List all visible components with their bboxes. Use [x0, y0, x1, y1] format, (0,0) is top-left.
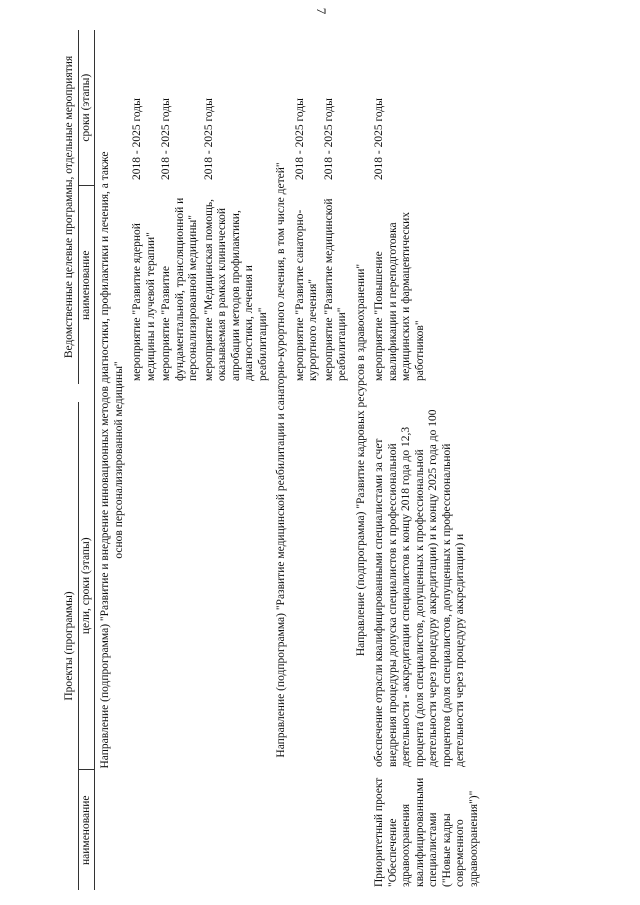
table-row [322, 30, 351, 890]
direction-heading-3: Направление (подпрограмма) "Развитие кадровых ресурсов в здравоохранении" [354, 263, 367, 657]
header-departmental: Ведомственные целевые программы, отдельные мероприятия [62, 30, 78, 384]
table-row [202, 30, 272, 890]
header-name-2: наименование [78, 186, 95, 384]
table-row [293, 30, 322, 890]
measure-name: мероприятие "Развитие ядерной медицины и лучевой терапии" [131, 223, 157, 381]
direction-heading-1: Направление (подпрограмма) "Развитие и внедрение инновационных методов диагностики, профилактики и лечения, а также основ персонализированной медицины" [99, 151, 125, 769]
measure-name: мероприятие "Повышение квалификации и переподготовка медицинских и фармацевтических работников" [373, 212, 426, 381]
header-goals-terms: цели, сроки (этапы) [78, 402, 95, 770]
project-name: Приоритетный проект "Обеспечение здравоохранения квалифицированными специалистами ("Новые кадры современного здравоохранения")" [373, 777, 480, 887]
direction-heading-2: Направление (подпрограмма) "Развитие медицинской реабилитации и санаторно-курортного лечения, в том числе детей" [275, 162, 287, 758]
measure-terms: 2018 - 2025 годы [131, 98, 143, 180]
table-row [159, 30, 202, 890]
measure-terms: 2018 - 2025 годы [293, 98, 306, 180]
page-number: 7 [314, 7, 329, 15]
header-projects: Проекты (программы) [62, 402, 78, 890]
table-row [372, 30, 482, 890]
measure-terms: 2018 - 2025 годы [322, 98, 335, 180]
measure-name: мероприятие "Медицинская помощь, оказываемая в рамках клинической апробации методов профилактики, диагностики, лечения и реабилитации" [202, 198, 269, 381]
measure-name: мероприятие "Развитие фундаментальной, трансляционной и персонализированной медицины" [160, 197, 199, 381]
measure-terms: 2018 - 2025 годы [202, 98, 215, 180]
measure-name: мероприятие "Развитие медицинской реабилитации" [322, 198, 348, 381]
header-name: наименование [78, 770, 95, 890]
header-terms: сроки (этапы) [78, 30, 95, 186]
table-row [130, 30, 159, 890]
programs-table [62, 30, 482, 890]
measure-terms: 2018 - 2025 годы [373, 98, 385, 180]
project-goal: обеспечение отрасли квалифицированными специалистами за счет внедрения процедуры допуска специалистов к профессиональной деятельности - аккредитации специалистов к концу 2018 года до 12,3 процента (доля специалистов, допущенных к профессиональной деятельности через процедуру аккредитации) и к концу 2025 года до 100 процентов (доля специалистов, допущенных к профессиональной деятельности через процедуру аккредитации) и [373, 409, 466, 767]
measure-terms: 2018 - 2025 годы [160, 98, 172, 180]
measure-name: мероприятие "Развитие санаторно-курортного лечения" [293, 209, 319, 381]
